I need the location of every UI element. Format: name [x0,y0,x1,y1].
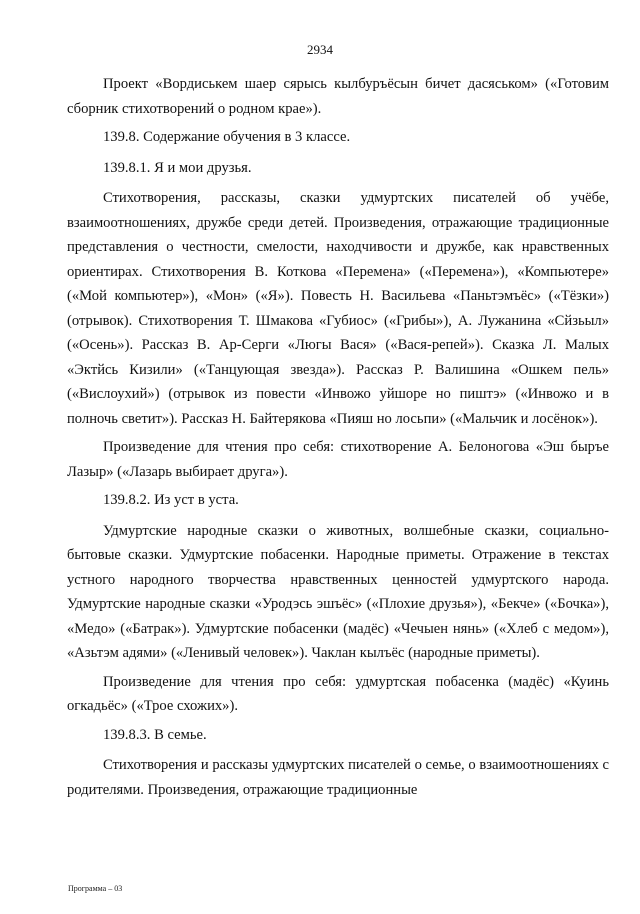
heading-section-139-8-3: 139.8.3. В семье. [103,726,207,743]
paragraph-family: Стихотворения и рассказы удмуртских писателей о семье, о взаимоотношениях с родителями. Произведения, отражающие традиционные [67,757,609,798]
heading-section-139-8-2: 139.8.2. Из уст в уста. [103,492,239,508]
page-footer: Программа – 03 [68,884,123,893]
heading-section-139-8-1: 139.8.1. Я и мои друзья. [103,159,252,176]
heading-section-139-8: 139.8. Содержание обучения в 3 классе. [103,129,351,145]
page-number: 2934 [307,42,333,57]
paragraph-project: Проект «Вордиськем шаер сярысь кылбуръёсын бичет дасяськом» («Готовим сборник стихотворений о родном крае»). [67,76,609,117]
paragraph-self-reading-1: Произведение для чтения про себя: стихотворение А. Белоногова «Эш быръе Лазыр» («Лазарь выбирает друга»). [67,439,609,480]
document-body [67,72,609,806]
paragraph-friends-content: Стихотворения, рассказы, сказки удмуртских писателей об учёбе, взаимоотношениях, дружбе среди детей. Произведения, отражающие традиционные представления о честности, смелости, находчивости и дружбе, как нравственных ориентирах. Стихотворения В. Коткова «Перемена» («Перемена»), «Компьютере» («Мой компьютер»), «Мон» («Я»). Повесть Н. Васильева «Паньтэмъёс» («Тёзки») (отрывок). Стихотворения Т. Шмакова «Губиос» («Грибы»), А. Лужанина «Сйзьыл» («Осень»). Рассказ В. Ар-Серги «Люгы Вася» («Вася-репей»). Сказка Л. Малых «Эктйсь Кизили» («Танцующая звезда»). Рассказ Р. Валишина «Ошкем пель» («Вислоухий») (отрывок из повести «Инвожо уйшоре но пиштэ» («Инвожо и в полночь светит»). Рассказ Н. Байтерякова «Пияш но лосьпи» («Мальчик и лосёнок»). [67,190,609,427]
paragraph-self-reading-2: Произведение для чтения про себя: удмуртская побасенка (мадёс) «Куинь огкадьёс» («Трое схожих»). [67,673,609,714]
paragraph-folk-tales: Удмуртские народные сказки о животных, волшебные сказки, социально-бытовые сказки. Удмуртские побасенки. Народные приметы. Отражение в текстах устного народного творчества нравственных ценностей удмуртского народа. Удмуртские народные сказки «Уродэсь эшъёс» («Плохие друзья»), «Бекче» («Бочка»), «Медо» («Батрак»). Удмуртские побасенки (мадёс) «Чечыен нянь» («Хлеб с медом»), «Азьтэм адями» («Ленивый человек»). Чаклан кылъёс (народные приметы). [67,522,609,661]
